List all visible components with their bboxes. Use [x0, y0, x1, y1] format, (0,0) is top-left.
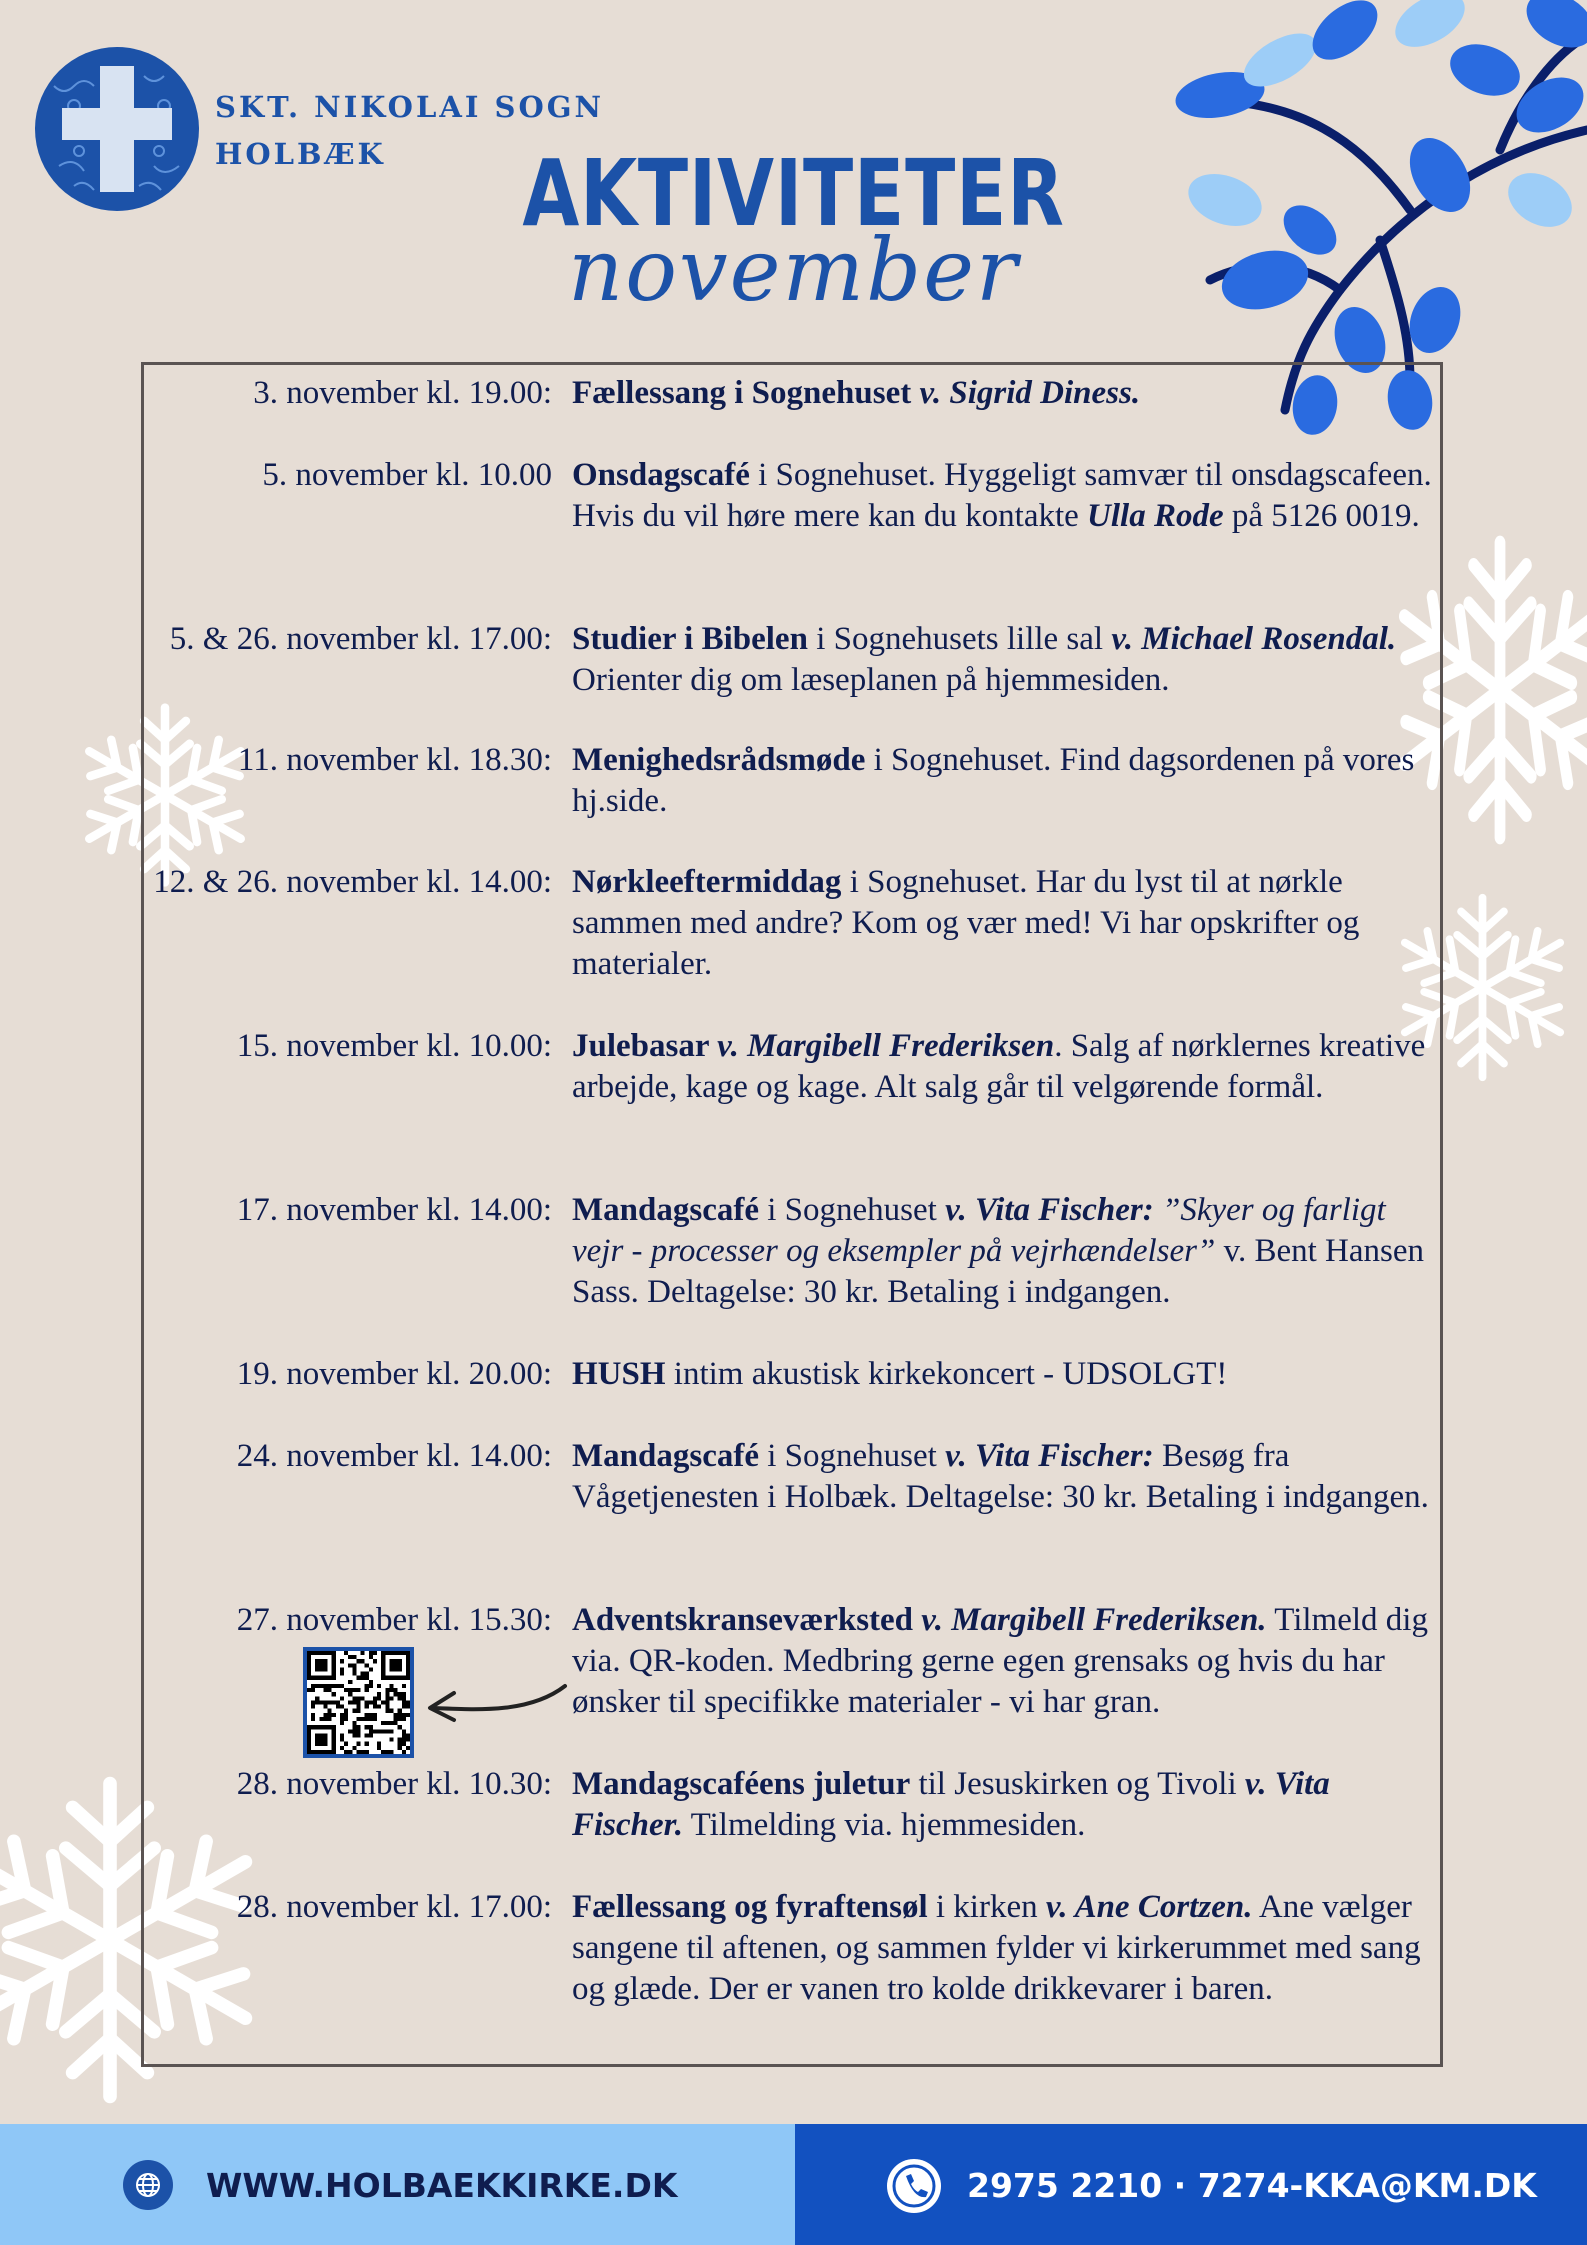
event-text-segment: Besøg fra Vågetjenesten i Holbæk. Deltagelse: 30 kr. Betaling i indgangen.	[572, 1438, 1429, 1515]
event-description	[572, 740, 1432, 822]
event-description	[572, 1354, 1432, 1395]
event-text-segment: Orienter dig om læseplanen på hjemmesiden.	[572, 662, 1170, 698]
contact-info[interactable]: 2975 2210 · 7274-KKA@KM.DK	[967, 2166, 1537, 2205]
event-text-segment: v. Vita Fischer:	[945, 1438, 1154, 1474]
event-text-segment: Ulla Rode	[1087, 498, 1224, 534]
event-text-segment: v. Bent Hansen Sass. Deltagelse: 30 kr. Betaling i indgangen.	[572, 1233, 1425, 1310]
parish-name: SKT. NIKOLAI SOGN	[215, 90, 604, 124]
event-date: 28. november kl. 17.00:	[236, 1889, 552, 1925]
event-date: 5. & 26. november kl. 17.00:	[169, 621, 552, 657]
event-description	[572, 1887, 1432, 2010]
event-text-segment: . Salg af nørklernes kreative arbejde, kage og kage. Alt salg går til velgørende formål.	[572, 1028, 1426, 1105]
event-date: 28. november kl. 10.30:	[236, 1766, 552, 1802]
event-text-segment: v. Michael Rosendal.	[1111, 621, 1397, 657]
qr-code-icon[interactable]	[303, 1647, 414, 1758]
event-text-segment: HUSH	[572, 1356, 666, 1392]
event-text-segment: i Sognehuset	[758, 1192, 946, 1228]
event-text-segment: i Sognehuset. Har du lyst til at nørkle sammen med andre? Kom og vær med! Vi har opskrifter og materialer.	[572, 864, 1360, 982]
event-text-segment: Fællessang i Sognehuset	[572, 375, 920, 411]
event-description	[572, 455, 1432, 537]
phone-icon	[886, 2158, 942, 2214]
event-text-segment: Fællessang og fyraftensøl	[572, 1889, 928, 1925]
page-subtitle: november	[567, 221, 1020, 321]
event-description	[572, 619, 1432, 701]
event-text-segment: Mandagscafé	[572, 1438, 759, 1474]
parish-town: HOLBÆK	[215, 137, 386, 171]
event-text-segment: v. Sigrid Diness.	[919, 375, 1141, 411]
event-text-segment: Tilmelding via. hjemmesiden.	[682, 1807, 1086, 1843]
event-text-segment: Onsdagscafé	[572, 457, 750, 493]
event-date: 27. november kl. 15.30:	[236, 1602, 552, 1638]
event-description	[572, 1190, 1432, 1313]
page-title: AKTIVITETER	[522, 140, 1065, 247]
event-text-segment: i Sognehuset. Hyggeligt samvær til onsdagscafeen. Hvis du vil høre mere kan du kontakte	[572, 457, 1432, 534]
event-date: 3. november kl. 19.00:	[253, 375, 552, 411]
event-description	[572, 373, 1432, 414]
arrow-icon	[420, 1678, 570, 1728]
event-text-segment: Mandagscafé	[572, 1192, 759, 1228]
event-text-segment: Studier i Bibelen	[572, 621, 808, 657]
event-text-segment: på 5126 0019.	[1223, 498, 1420, 534]
event-text-segment: i Sognehusets lille sal	[807, 621, 1112, 657]
event-text-segment: Menighedsrådsmøde	[572, 742, 866, 778]
event-text-segment: i Sognehuset	[758, 1438, 946, 1474]
event-text-segment: i Sognehuset. Find dagsordenen på vores hj.side.	[572, 742, 1415, 819]
event-description	[572, 862, 1432, 985]
event-text-segment: intim akustisk kirkekoncert - UDSOLGT!	[665, 1356, 1228, 1392]
event-text-segment: i kirken	[927, 1889, 1046, 1925]
event-date: 19. november kl. 20.00:	[236, 1356, 552, 1392]
event-date: 5. november kl. 10.00	[262, 457, 552, 493]
event-text-segment: v. Margibell Frederiksen.	[921, 1602, 1267, 1638]
event-date: 17. november kl. 14.00:	[236, 1192, 552, 1228]
event-text-segment: til Jesuskirken og Tivoli	[910, 1766, 1245, 1802]
event-date: 15. november kl. 10.00:	[236, 1028, 552, 1064]
event-description	[572, 1026, 1432, 1108]
event-text-segment: Ane vælger sangene til aftenen, og sammen fylder vi kirkerummet med sang og glæde. Der er vanen tro kolde drikkevarer i baren.	[572, 1889, 1421, 2007]
event-date: 11. november kl. 18.30:	[237, 742, 552, 778]
event-description	[572, 1764, 1432, 1846]
globe-icon	[122, 2159, 174, 2211]
event-text-segment: ”Skyer og farligt vejr - processer og eksempler på vejrhændelser”	[572, 1192, 1386, 1269]
event-date: 24. november kl. 14.00:	[236, 1438, 552, 1474]
event-text-segment: v. Margibell Frederiksen	[717, 1028, 1055, 1064]
event-text-segment: v. Vita Fischer.	[572, 1766, 1330, 1843]
event-description	[572, 1600, 1432, 1723]
event-text-segment: Tilmeld dig via. QR-koden. Medbring gerne egen grensaks og hvis du har ønsker til specifikke materialer - vi har gran.	[572, 1602, 1428, 1720]
event-text-segment: v. Ane Cortzen.	[1045, 1889, 1253, 1925]
event-text-segment: Adventskranseværksted	[572, 1602, 922, 1638]
event-text-segment: Nørkleeftermiddag	[572, 864, 842, 900]
event-text-segment: v. Vita Fischer:	[945, 1192, 1154, 1228]
event-date: 12. & 26. november kl. 14.00:	[153, 864, 552, 900]
event-text-segment: Mandagscaféens juletur	[572, 1766, 911, 1802]
event-text-segment: Julebasar	[572, 1028, 718, 1064]
website-link[interactable]: WWW.HOLBAEKKIRKE.DK	[206, 2166, 678, 2205]
event-description	[572, 1436, 1432, 1518]
